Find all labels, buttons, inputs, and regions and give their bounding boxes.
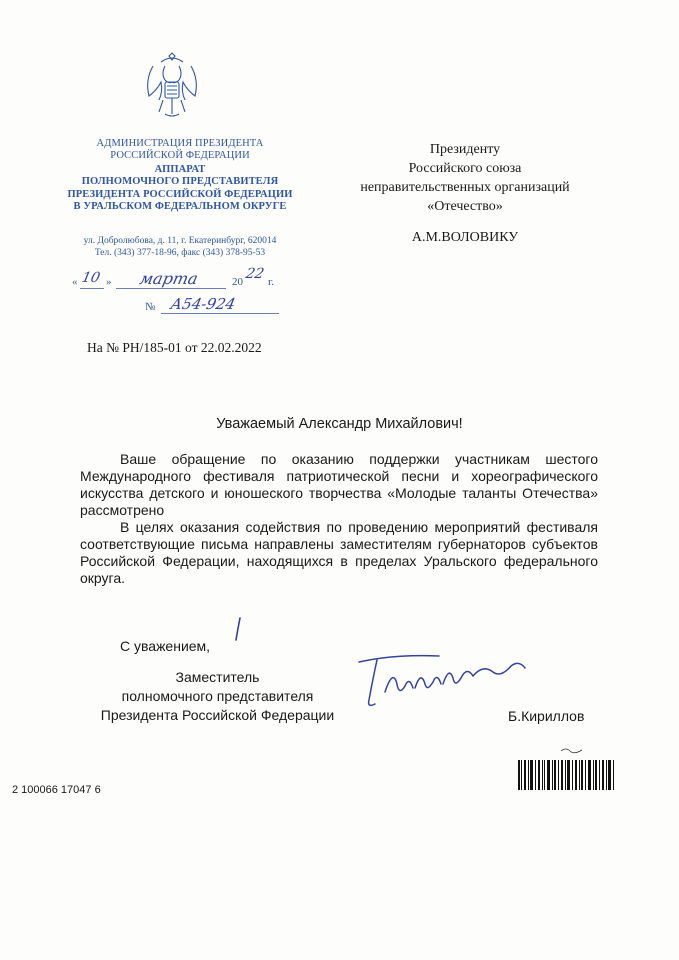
date-day: 10 [80,270,102,286]
barcode-sticker [508,748,618,822]
number-value: А54-924 [169,295,238,313]
recipient-line: Российского союза [408,161,522,176]
signatory-name: Б.Кириллов [508,708,585,724]
recipient-line: Президенту [429,142,501,157]
letterhead-line: В УРАЛЬСКОМ ФЕДЕРАЛЬНОМ ОКРУГЕ [73,201,287,212]
letterhead-line: АППАРАТ [154,164,206,175]
letterhead-line: АДМИНИСТРАЦИЯ ПРЕЗИДЕНТА [96,138,264,149]
date-open-quote: « [72,276,78,288]
phone-line: Тел. (343) 377-18-96, факс (343) 378-95-53 [94,247,266,258]
body-paragraph: Ваше обращение по оказанию поддержки участникам шестого Международного фестиваля патриотической песни и хореографического искусства детского и юношеского творчества «Молодые таланты Отечества» рассмотрено [80,451,598,518]
letter-body [80,451,598,587]
position-line: Президента Российской Федерации [100,707,335,723]
letterhead-line: ПРЕЗИДЕНТА РОССИЙСКОЙ ФЕДЕРАЦИИ [67,188,293,200]
coat-of-arms-emblem [143,52,201,120]
barcode-number: 2 100066 17047 6 [12,784,101,796]
reference-line: На № РН/185-01 от 22.02.2022 [87,340,262,355]
recipient-line: «Отечество» [427,199,503,214]
address-line: ул. Добролюбова, д. 11, г. Екатеринбург, 620014 [83,236,277,246]
position-line: Заместитель [175,669,260,685]
date-month: марта [137,269,200,288]
date-year-unit: г. [268,276,275,288]
date-field [72,266,292,292]
outgoing-number [145,297,285,317]
date-year-prefix: 20 [232,276,243,288]
sender-address [58,236,302,259]
date-year-suffix: 22 [244,266,266,282]
greeting: Уважаемый Александр Михайлович! [216,416,463,432]
barcode-icon [518,760,616,790]
letterhead [60,138,300,214]
position-line: полномочного представителя [121,688,314,704]
letterhead-line: РОССИЙСКОЙ ФЕДЕРАЦИИ [110,150,250,161]
body-paragraph: В целях оказания содействия по проведению мероприятий фестиваля соответствующие письма направлены заместителям губернаторов субъектов Российской Федерации, находящихся в пределах Уральского федерального округа. [80,519,598,586]
number-label: № [145,301,156,313]
recipient-line: неправительственных организаций [360,180,570,195]
handwritten-tick-mark [228,616,248,644]
recipient-block [340,140,590,247]
date-close-quote: » [106,276,112,288]
recipient-name: А.М.ВОЛОВИКУ [411,230,519,245]
letterhead-line: ПОЛНОМОЧНОГО ПРЕДСТАВИТЕЛЯ [81,176,279,187]
signatory-position [90,668,345,725]
closing-phrase: С уважением, [120,638,211,654]
